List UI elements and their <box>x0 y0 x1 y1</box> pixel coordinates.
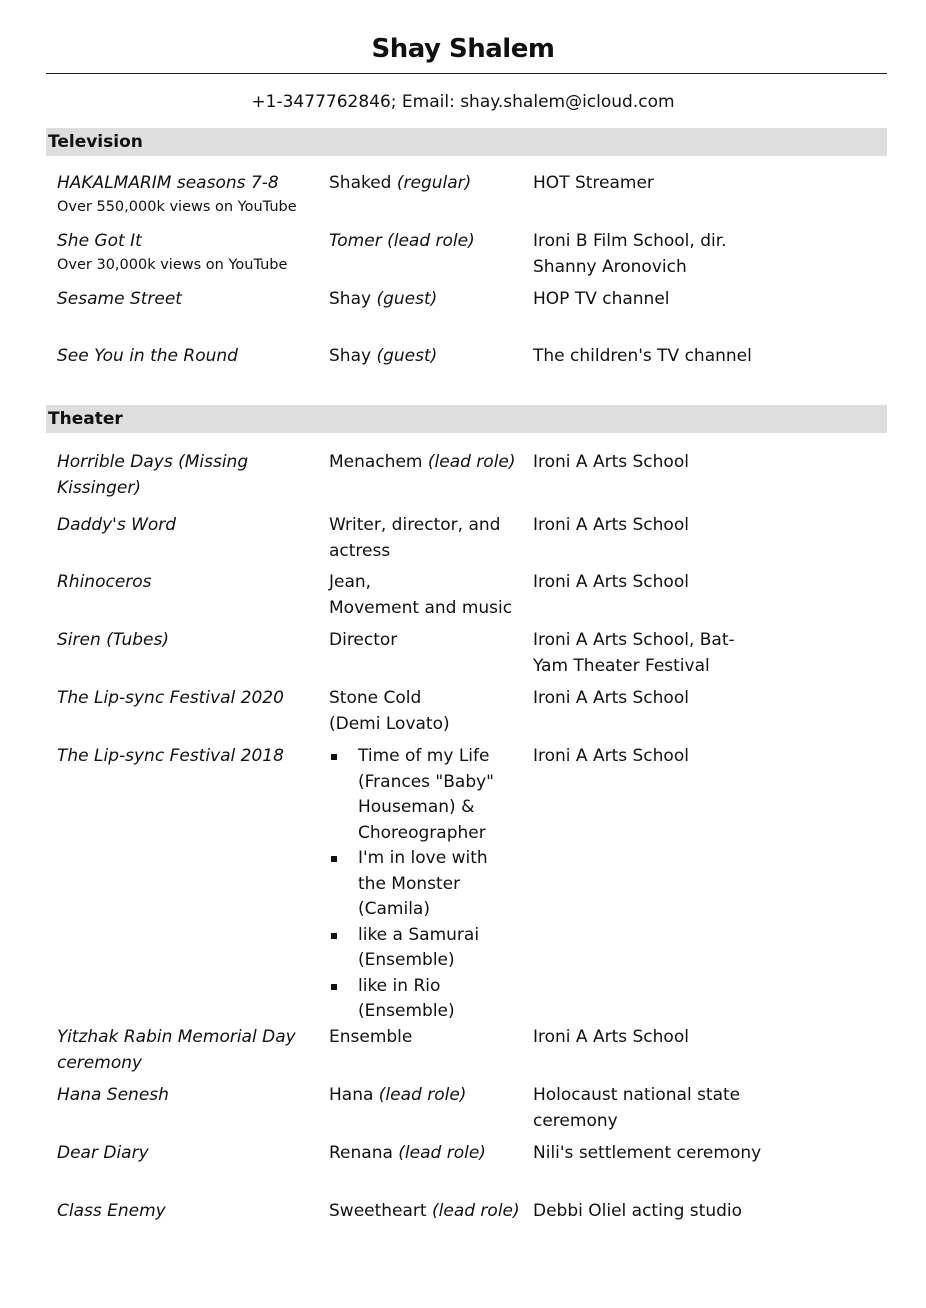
credit-title: Rhinoceros <box>57 572 152 592</box>
credit-title-text: HAKALMARIM seasons 7-8 <box>57 173 279 193</box>
section-heading-theater: Theater <box>46 405 887 433</box>
credit-title: Yitzhak Rabin Memorial Day ceremony <box>57 1027 296 1073</box>
credit-role <box>329 570 521 621</box>
credit-title: Dear Diary <box>57 1143 149 1163</box>
credit-role-note: (guest) <box>376 289 438 309</box>
credit-role-name: Menachem <box>329 452 428 472</box>
credit-role-line: Jean, <box>329 572 372 592</box>
credit-venue: The children's TV channel <box>533 346 752 366</box>
credit-venue: Ironi A Arts School <box>533 746 689 766</box>
credit-title: Siren (Tubes) <box>57 630 169 650</box>
credit-role-list <box>329 744 499 1025</box>
credit-role-note: (lead role) <box>432 1201 520 1221</box>
credit-role-note: (regular) <box>396 173 472 193</box>
header-divider <box>46 73 887 74</box>
credit-role-line: Stone Cold <box>329 688 422 708</box>
credit-venue: Ironi A Arts School <box>533 452 689 472</box>
section-heading-television: Television <box>46 128 887 156</box>
credit-venue: Ironi B Film School, dir. Shanny Aronovich <box>533 231 727 277</box>
role-bullet-item: I'm in love with the Monster (Camila) <box>329 846 499 923</box>
credit-role-name: Shaked <box>329 173 397 193</box>
credit-venue: Ironi A Arts School <box>533 1027 689 1047</box>
credit-title: See You in the Round <box>57 346 238 366</box>
credit-title: The Lip-sync Festival 2018 <box>57 746 284 766</box>
credit-role: Tomer (lead role) <box>329 231 475 251</box>
credit-role <box>329 1199 521 1225</box>
role-bullet-item: Time of my Life (Frances "Baby" Houseman) & Choreographer <box>329 744 499 846</box>
credit-role <box>329 450 521 476</box>
credit-views-note: Over 30,000k views on YouTube <box>57 256 288 273</box>
credit-title-text: She Got It <box>57 231 142 251</box>
credit-role <box>329 1141 521 1167</box>
credit-title <box>57 229 317 275</box>
credit-role <box>329 344 521 370</box>
credit-title: Horrible Days (Missing Kissinger) <box>57 452 249 498</box>
credit-role-note: (guest) <box>376 346 438 366</box>
credit-title: Daddy's Word <box>57 515 177 535</box>
role-bullet-item: like in Rio (Ensemble) <box>329 974 499 1025</box>
credit-role-name: Shay <box>329 346 377 366</box>
credit-role-name: Hana <box>329 1085 379 1105</box>
credit-role: Ensemble <box>329 1027 413 1047</box>
credit-role <box>329 171 521 197</box>
credit-title: The Lip-sync Festival 2020 <box>57 688 284 708</box>
credit-venue: Holocaust national state ceremony <box>533 1085 741 1131</box>
credit-venue: HOT Streamer <box>533 173 654 193</box>
resume-name: Shay Shalem <box>371 34 555 64</box>
credit-venue: Nili's settlement ceremony <box>533 1143 762 1163</box>
credit-venue: Debbi Oliel acting studio <box>533 1201 743 1221</box>
credit-role-name: Renana <box>329 1143 399 1163</box>
credit-views-note: Over 550,000k views on YouTube <box>57 198 297 215</box>
credit-title: Class Enemy <box>57 1201 166 1221</box>
credit-role <box>329 686 521 737</box>
credit-role-line: Movement and music <box>329 597 513 618</box>
credit-role: Writer, director, and actress <box>329 515 501 561</box>
contact-info: +1-3477762846; Email: shay.shalem@icloud.com <box>251 92 675 112</box>
credit-role-note: (lead role) <box>398 1143 486 1163</box>
credit-role-name: Shay <box>329 289 377 309</box>
credit-role-line: (Demi Lovato) <box>329 713 450 734</box>
credit-title: Hana Senesh <box>57 1085 169 1105</box>
credit-role <box>329 287 521 313</box>
credit-role-note: (lead role) <box>427 452 516 472</box>
credit-role-name: Sweetheart <box>329 1201 432 1221</box>
role-bullet-item: like a Samurai (Ensemble) <box>329 923 499 974</box>
credit-venue: Ironi A Arts School <box>533 688 689 708</box>
credit-title <box>57 171 317 217</box>
credit-venue: Ironi A Arts School <box>533 572 689 592</box>
credit-role-note: (lead role) <box>378 1085 467 1105</box>
credit-role: Director <box>329 630 398 650</box>
credit-title: Sesame Street <box>57 289 182 309</box>
credit-venue: Ironi A Arts School, Bat-Yam Theater Festival <box>533 630 735 676</box>
credit-venue: HOP TV channel <box>533 289 670 309</box>
credit-role <box>329 1083 521 1109</box>
credit-venue: Ironi A Arts School <box>533 515 689 535</box>
